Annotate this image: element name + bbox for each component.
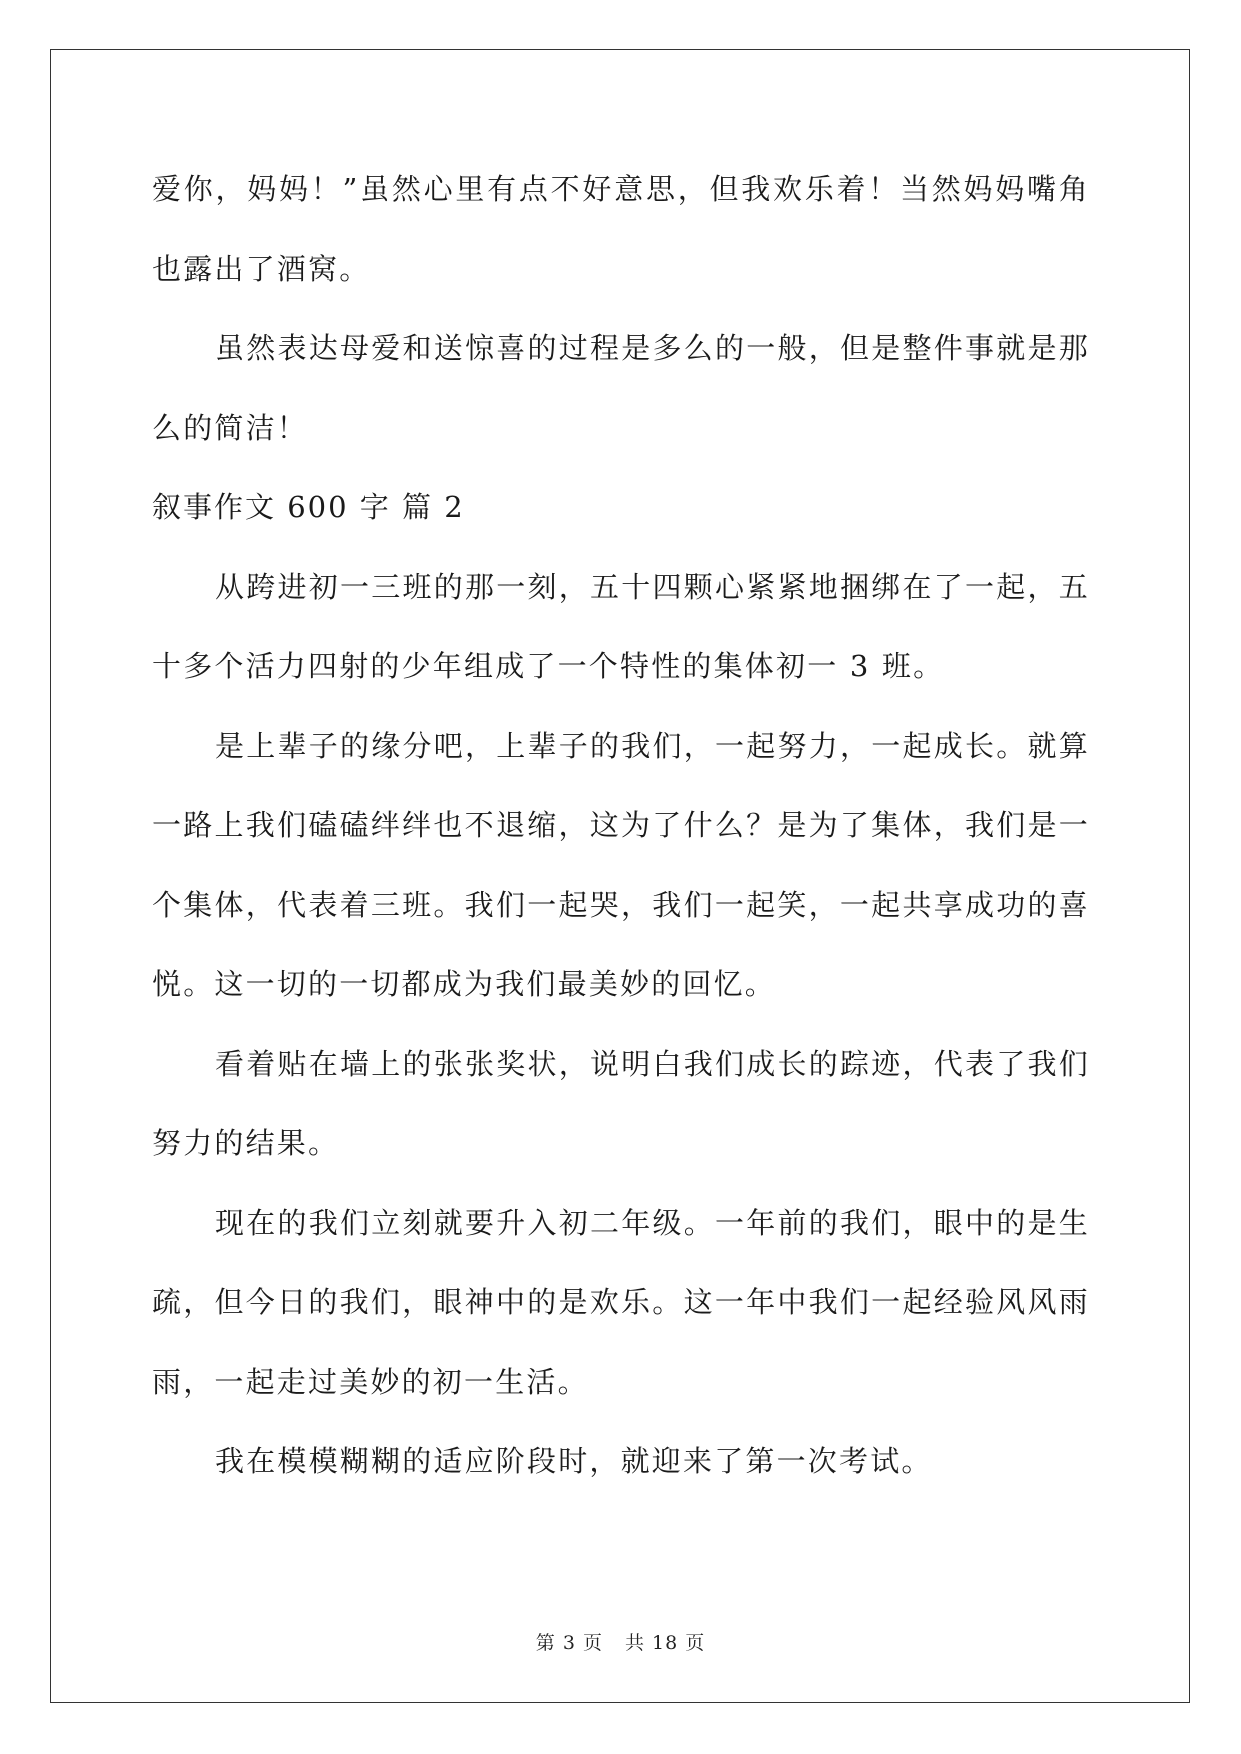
text-line: 十多个活力四射的少年组成了一个特性的集体初一 3 班。 [152,649,945,683]
text-line: 是上辈子的缘分吧，上辈子的我们，一起努力，一起成长。就算 [215,728,1090,763]
text-line: 努力的结果。 [152,1126,340,1160]
text-line: 雨，一起走过美妙的初一生活。 [152,1364,589,1399]
page-total: 共 18 页 [624,1632,706,1654]
text-line: 么的简洁！ [152,410,309,445]
text-line: 爱你，妈妈！”虽然心里有点不好意思，但我欢乐着！当然妈妈嘴角 [152,172,1090,206]
text-line: 从跨进初一三班的那一刻，五十四颗心紧紧地捆绑在了一起，五 [215,569,1090,604]
text-line: 虽然表达母爱和送惊喜的过程是多么的一般，但是整件事就是那 [215,331,1090,365]
section-heading: 叙事作文 600 字 篇 2 [152,490,465,524]
document-body [152,150,1090,1502]
text-line: 看着贴在墙上的张张奖状，说明白我们成长的踪迹，代表了我们 [215,1046,1090,1081]
text-line: 疏，但今日的我们，眼神中的是欢乐。这一年中我们一起经验风风雨 [152,1285,1090,1319]
text-line: 个集体，代表着三班。我们一起哭，我们一起笑，一起共享成功的喜 [152,887,1090,922]
page-number: 第 3 页 [535,1632,603,1654]
text-line: 一路上我们磕磕绊绊也不退缩，这为了什么？是为了集体，我们是一 [152,808,1090,842]
page-footer [0,1628,1241,1655]
text-line: 也露出了酒窝。 [152,251,371,286]
text-line: 现在的我们立刻就要升入初二年级。一年前的我们，眼中的是生 [215,1205,1090,1240]
text-line: 我在模模糊糊的适应阶段时，就迎来了第一次考试。 [215,1444,933,1478]
text-line: 悦。这一切的一切都成为我们最美妙的回忆。 [152,967,777,1001]
